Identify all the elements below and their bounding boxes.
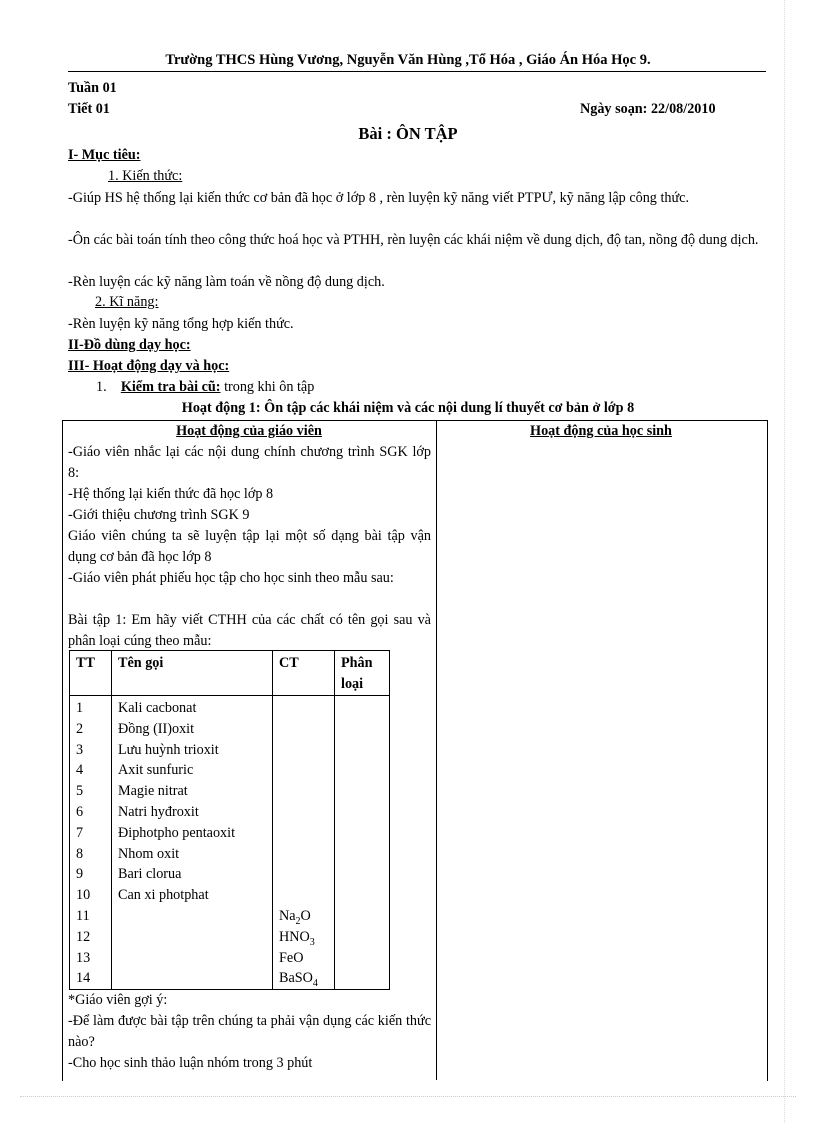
week-label: Tuần 01 <box>68 80 117 96</box>
list-number: 1. <box>96 379 107 395</box>
lesson-label: Tiết 01 <box>68 101 110 117</box>
teacher-text-1: -Giáo viên nhắc lại các nội dung chính chương trình SGK lớp 8: <box>68 444 431 481</box>
formula-baso4: BaSO$_4$ <box>279 970 318 990</box>
compound-name: Đồng (II)oxit <box>118 720 195 737</box>
row-number: 10 <box>76 887 91 904</box>
activity-table-divider <box>436 420 437 1080</box>
name-column <box>112 696 273 990</box>
teacher-hint-group: -Cho học sinh thảo luận nhóm trong 3 phút <box>68 1055 313 1071</box>
section-objectives-heading: I- Mục tiêu: <box>68 147 141 163</box>
school-header: Trường THCS Hùng Vương, Nguyễn Văn Hùng ,Tổ Hóa , Giáo Án Hóa Học 9. <box>165 52 651 68</box>
compound-name: Nhom oxit <box>118 845 180 862</box>
teacher-text-5: -Giáo viên phát phiếu học tập cho học sinh theo mẫu sau: <box>68 570 394 586</box>
row-number: 7 <box>76 824 84 841</box>
compound-name: Kali cacbonat <box>118 700 197 716</box>
lesson-title: Bài : ÔN TẬP <box>358 124 458 143</box>
section-activities-heading: III- Hoạt động dạy và học: <box>68 358 230 374</box>
classification-column <box>335 696 390 990</box>
formula-na2o: $Na_2O$ <box>279 907 311 927</box>
header-name: Tên gọi <box>112 651 273 696</box>
exercise-table-body <box>70 696 390 990</box>
page-margin-guide-vertical <box>784 0 785 1123</box>
row-number: 4 <box>76 762 84 779</box>
exercise-1-prompt: Bài tập 1: Em hãy viết CTHH của các chất có tên gọi sau và phân loại cúng theo mẫu: <box>68 612 431 649</box>
section-materials-heading: II-Đồ dùng dạy học: <box>68 337 191 353</box>
compound-name: Bari clorua <box>118 866 182 883</box>
exercise-table-header <box>70 651 390 696</box>
activity-title: Hoạt động 1: Ôn tập các khái niệm và các nội dung lí thuyết cơ bản ở lớp 8 <box>181 400 635 416</box>
compound-name: Natri hyđroxit <box>118 803 199 820</box>
objective-paragraph-4: -Rèn luyện kỹ năng tổng hợp kiến thức. <box>68 316 294 332</box>
row-number: 9 <box>76 866 84 883</box>
row-number: 6 <box>76 803 84 820</box>
row-number: 5 <box>76 783 84 800</box>
objective-paragraph-3: -Rèn luyện các kỹ năng làm toán về nồng độ dung dịch. <box>68 274 385 290</box>
row-number: 8 <box>76 845 84 862</box>
objective-paragraph-1: -Giúp HS hệ thống lại kiến thức cơ bản đã học ở lớp 8 , rèn luyện kỹ năng viết PTPƯ, kỹ năng lập công thức. <box>68 190 690 206</box>
row-number: 2 <box>76 720 84 737</box>
header-rule <box>68 71 766 72</box>
teacher-text-2: -Hệ thống lại kiến thức đã học lớp 8 <box>68 486 274 502</box>
row-number: 3 <box>76 741 84 758</box>
header-formula: CT <box>273 651 335 696</box>
header-tt: TT <box>70 651 112 696</box>
compound-name: Axit sunfuric <box>118 762 194 779</box>
teacher-hint-question: -Để làm được bài tập trên chúng ta phải vận dụng các kiến thức nào? <box>68 1013 431 1050</box>
header-classification: Phân loại <box>335 651 390 696</box>
check-old-lesson <box>96 379 314 396</box>
formula-feo: FeO <box>279 949 304 966</box>
row-number: 14 <box>76 970 91 987</box>
teacher-text-4: Giáo viên chúng ta sẽ luyện tập lại một số dạng bài tập vận dụng cơ bản đã học lớp 8 <box>68 528 431 565</box>
objective-paragraph-2: -Ôn các bài toán tính theo công thức hoá học và PTHH, rèn luyện các khái niệm về dung dịch, độ tan, nồng độ dung dịch. <box>68 232 759 248</box>
check-old-lesson-text: trong khi ôn tập <box>220 379 315 395</box>
formula-hno3: $HNO_3$ <box>279 928 315 948</box>
subsection-knowledge: 1. Kiến thức: <box>108 168 183 184</box>
formula-column <box>273 696 335 990</box>
date-label: Ngày soạn: 22/08/2010 <box>580 101 716 117</box>
check-old-lesson-label: Kiểm tra bài cũ: <box>120 379 221 395</box>
row-number: 11 <box>76 907 90 924</box>
page-margin-guide <box>20 1096 796 1097</box>
compound-name: Điphotpho pentaoxit <box>118 824 236 841</box>
row-number: 1 <box>76 700 84 716</box>
teacher-text-3: -Giới thiệu chương trình SGK 9 <box>68 507 250 523</box>
subsection-skills: 2. Kĩ năng: <box>95 294 159 310</box>
compound-name: Can xi photphat <box>118 887 209 904</box>
exercise-table <box>69 650 390 990</box>
student-column-header: Hoạt động của học sinh <box>530 423 672 439</box>
teacher-column-header: Hoạt động của giáo viên <box>176 423 322 439</box>
tt-column <box>70 696 112 990</box>
compound-name: Lưu huỳnh trioxit <box>118 741 219 758</box>
compound-name: Magie nitrat <box>118 783 188 800</box>
row-number: 13 <box>76 949 91 966</box>
row-number: 12 <box>76 928 91 945</box>
teacher-hint-heading: *Giáo viên gợi ý: <box>68 992 168 1008</box>
